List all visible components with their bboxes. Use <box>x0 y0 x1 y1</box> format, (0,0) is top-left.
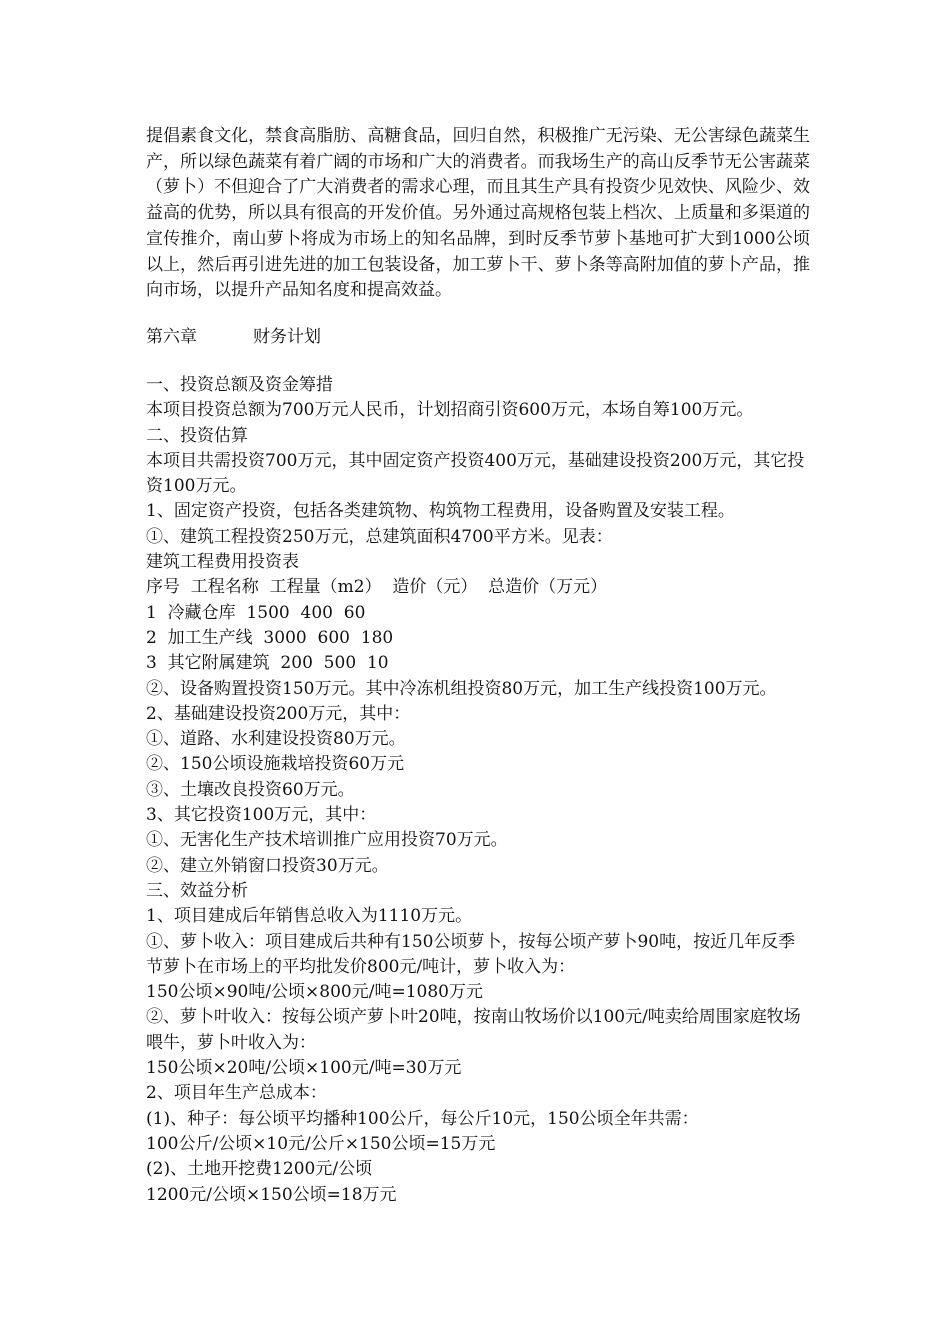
intro-paragraph: 提倡素食文化，禁食高脂肪、高糖食品，回归自然，积极推广无污染、无公害绿色蔬菜生产，所以绿色蔬菜有着广阔的市场和广大的消费者。而我场生产的高山反季节无公害蔬菜（萝卜）不但迎合了广大消费者的需求心理，而且其生产具有投资少见效快、风险少、效益高的优势，所以具有很高的开发价值。另外通过高规格包装上档次、上质量和多渠道的宣传推介，南山萝卜将成为市场上的知名品牌，到时反季节萝卜基地可扩大到1000公顷以上，然后再引进先进的加工包装设备，加工萝卜干、萝卜条等高附加值的萝卜产品，推向市场，以提升产品知名度和提高效益。 <box>146 126 810 301</box>
text-line: ①、无害化生产技术培训推广应用投资70万元。 <box>146 830 508 851</box>
chapter-heading <box>146 325 321 349</box>
table-row: 3 其它附属建筑 200 500 10 <box>146 653 389 674</box>
text-line: ③、土壤改良投资60万元。 <box>146 779 355 800</box>
chapter-title: 财务计划 <box>253 327 321 347</box>
text-line: ①、建筑工程投资250万元，总建筑面积4700平方米。见表： <box>146 526 613 547</box>
table-title: 建筑工程费用投资表 <box>146 552 299 573</box>
text-line: 1、项目建成后年销售总收入为1110万元。 <box>146 906 473 927</box>
text-line: 2、项目年生产总成本： <box>146 1083 327 1104</box>
text-line: 2、基础建设投资200万元，其中： <box>146 703 411 724</box>
section-heading-benefit: 三、效益分析 <box>146 880 248 901</box>
text-line: ①、萝卜收入：项目建成后共种有150公顷萝卜，按每公顷产萝卜90吨，按近几年反季节萝卜在市场上的平均批发价800元/吨计，萝卜收入为： <box>146 931 796 977</box>
chapter-number: 第六章 <box>146 327 197 347</box>
table-row: 2 加工生产线 3000 600 180 <box>146 627 394 648</box>
text-line: ②、设备购置投资150万元。其中冷冻机组投资80万元，加工生产线投资100万元。 <box>146 678 777 699</box>
text-line: ①、道路、水利建设投资80万元。 <box>146 729 406 750</box>
text-line: 3、其它投资100万元，其中： <box>146 805 377 826</box>
finance-plan-body <box>146 373 812 1208</box>
section-heading-investment: 一、投资总额及资金筹措 <box>146 375 333 395</box>
formula-line: 150公顷×90吨/公顷×800元/吨=1080万元 <box>146 982 483 1003</box>
table-row: 1 冷藏仓库 1500 400 60 <box>146 602 366 623</box>
formula-line: 1200元/公顷×150公顷=18万元 <box>146 1184 397 1205</box>
table-header-row: 序号 工程名称 工程量（m2） 造价（元） 总造价（万元） <box>146 577 608 598</box>
section-heading-estimate: 二、投资估算 <box>146 425 248 446</box>
text-line: (1)、种子：每公顷平均播种100公斤，每公斤10元，150公顷全年共需： <box>146 1108 699 1129</box>
text-line: ②、150公顷设施栽培投资60万元 <box>146 754 405 775</box>
formula-line: 150公顷×20吨/公顷×100元/吨=30万元 <box>146 1058 462 1079</box>
text-line: ②、建立外销窗口投资30万元。 <box>146 855 389 876</box>
text-line: (2)、土地开挖费1200元/公顷 <box>146 1159 373 1180</box>
formula-line: 100公斤/公顷×10元/公斤×150公顷=15万元 <box>146 1133 496 1154</box>
text-line: ②、萝卜叶收入：按每公顷产萝卜叶20吨，按南山牧场价以100元/吨卖给周围家庭牧场喂牛，萝卜叶收入为： <box>146 1007 801 1053</box>
text-line: 本项目投资总额为700万元人民币，计划招商引资600万元，本场自筹100万元。 <box>146 400 754 421</box>
text-line: 本项目共需投资700万元，其中固定资产投资400万元，基础建设投资200万元，其它投资100万元。 <box>146 450 805 497</box>
text-line: 1、固定资产投资，包括各类建筑物、构筑物工程费用，设备购置及安装工程。 <box>146 501 735 522</box>
